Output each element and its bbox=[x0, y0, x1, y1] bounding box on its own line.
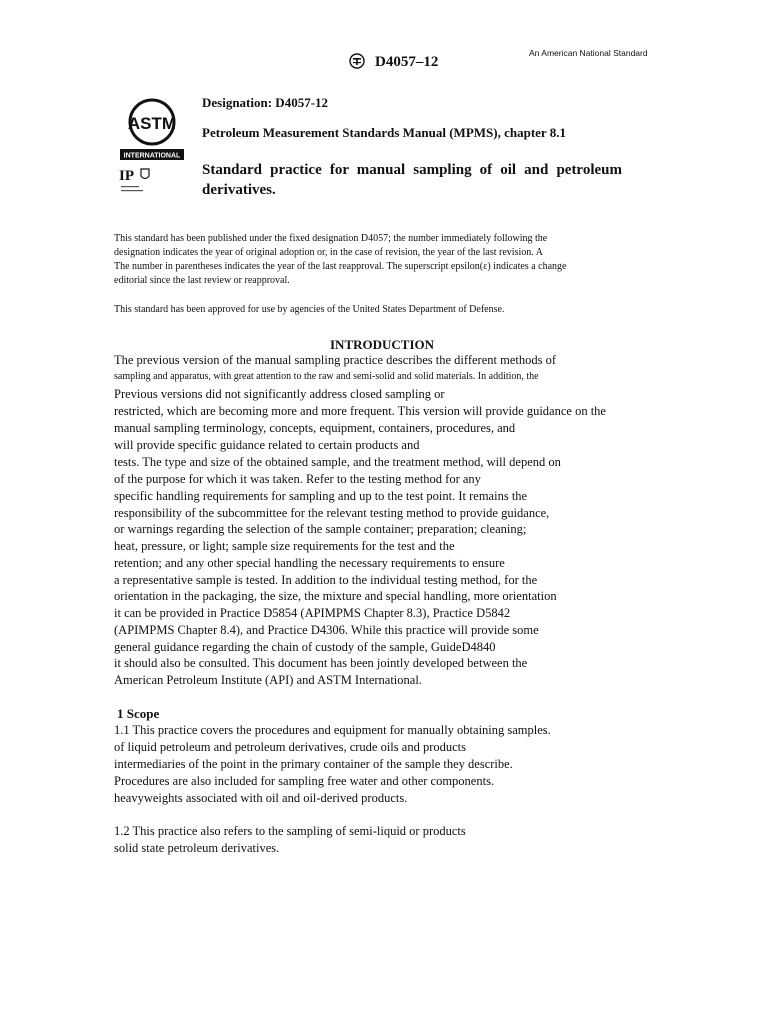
intro-line: heat, pressure, or light; sample size requirements for the test and the bbox=[114, 539, 455, 553]
intro-line: tests. The type and size of the obtained sample, and the treatment method, will depend on bbox=[114, 455, 561, 469]
scope-line: 1.1 This practice covers the procedures and equipment for manually obtaining samples. bbox=[114, 723, 551, 737]
astm-logo-subtext: INTERNATIONAL bbox=[123, 152, 181, 160]
scope-line: heavyweights associated with oil and oil-derived products. bbox=[114, 791, 408, 805]
astm-logo-text: ASTM bbox=[127, 114, 177, 133]
ip-logo-text: IP bbox=[119, 168, 134, 184]
approval-statement: This standard has been approved for use by agencies of the United States Department of Defense. bbox=[114, 304, 505, 315]
designation: Designation: D4057-12 bbox=[202, 95, 329, 110]
notice-line: The number in parentheses indicates the year of the last reapproval. The superscript epsilon(ε) indicates a change bbox=[114, 261, 567, 272]
intro-line: general guidance regarding the chain of custody of the sample, GuideD4840 bbox=[114, 640, 496, 654]
intro-line: American Petroleum Institute (API) and ASTM International. bbox=[114, 673, 422, 687]
intro-line: responsibility of the subcommittee for the relevant testing method to provide guidance, bbox=[114, 506, 550, 520]
scope-line: 1.2 This practice also refers to the sampling of semi-liquid or products bbox=[114, 824, 466, 838]
scope-line: solid state petroleum derivatives. bbox=[114, 841, 280, 855]
standard-label: An American National Standard bbox=[529, 48, 648, 58]
intro-line: orientation in the packaging, the size, the mixture and special handling, more orientation bbox=[114, 589, 557, 603]
intro-line: will provide specific guidance related to certain products and bbox=[114, 438, 420, 452]
intro-line: retention; and any other special handling the necessary requirements to ensure bbox=[114, 556, 505, 570]
notice-line: This standard has been published under the fixed designation D4057; the number immediately following the bbox=[114, 233, 548, 244]
intro-line: or warnings regarding the selection of the sample container; preparation; cleaning; bbox=[114, 522, 527, 536]
intro-line: sampling and apparatus, with great attention to the raw and semi-solid and solid materials. In addition, the bbox=[114, 371, 539, 382]
intro-line: it can be provided in Practice D5854 (APIMPMS Chapter 8.3), Practice D5842 bbox=[114, 606, 511, 620]
mpms-reference: Petroleum Measurement Standards Manual (MPMS), chapter 8.1 bbox=[202, 125, 566, 140]
ip-logo-icon bbox=[119, 166, 151, 196]
intro-line: it should also be consulted. This document has been jointly developed between the bbox=[114, 656, 528, 670]
scope-heading: 1 Scope bbox=[117, 706, 160, 721]
intro-line: (APIMPMS Chapter 8.4), and Practice D4306. While this practice will provide some bbox=[114, 623, 539, 637]
introduction-heading: INTRODUCTION bbox=[330, 337, 435, 352]
intro-line: a representative sample is tested. In addition to the individual testing method, for the bbox=[114, 573, 538, 587]
astm-mini-logo-icon bbox=[349, 53, 365, 69]
intro-line: of the purpose for which it was taken. Refer to the testing method for any bbox=[114, 472, 481, 486]
notice-line: editorial since the last review or reapproval. bbox=[114, 275, 290, 286]
standard-title: Standard practice for manual sampling of oil and petroleum derivatives. bbox=[202, 162, 622, 198]
intro-line: specific handling requirements for sampling and up to the test point. It remains the bbox=[114, 489, 528, 503]
scope-line: of liquid petroleum and petroleum derivatives, crude oils and products bbox=[114, 740, 466, 754]
notice-line: designation indicates the year of original adoption or, in the case of revision, the year of the last revision. A bbox=[114, 247, 543, 258]
intro-line: manual sampling terminology, concepts, equipment, containers, procedures, and bbox=[114, 421, 516, 435]
intro-line: Previous versions did not significantly address closed sampling or bbox=[114, 387, 445, 401]
intro-line: restricted, which are becoming more and more frequent. This version will provide guidance on the bbox=[114, 404, 606, 418]
document-code: D4057–12 bbox=[375, 54, 439, 70]
astm-logo-icon bbox=[118, 96, 186, 162]
scope-line: Procedures are also included for sampling free water and other components. bbox=[114, 774, 495, 788]
scope-line: intermediaries of the point in the primary container of the sample they describe. bbox=[114, 757, 513, 771]
intro-line: The previous version of the manual sampling practice describes the different methods of bbox=[114, 353, 556, 367]
